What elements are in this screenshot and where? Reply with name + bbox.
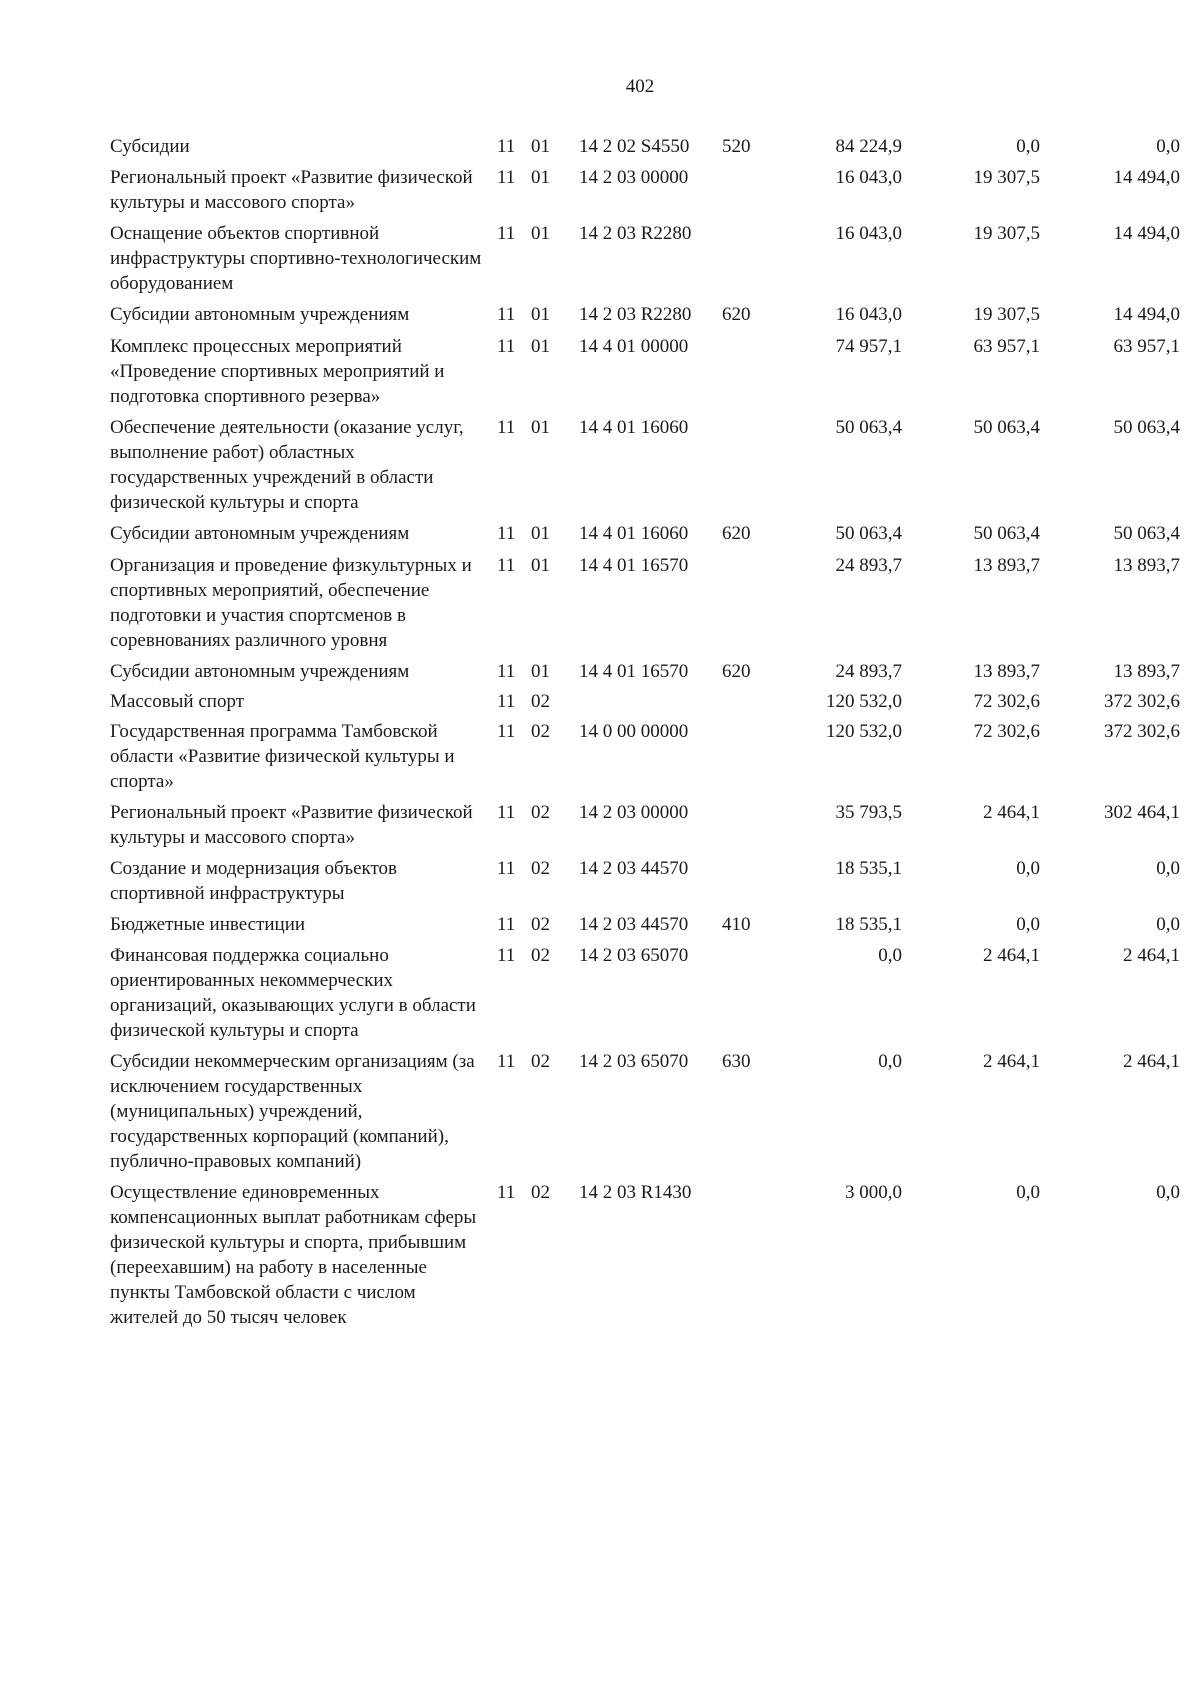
amount-year-2: 0,0: [1016, 1182, 1040, 1203]
row-name: Региональный проект «Развитие физической культуры и массового спорта»: [110, 167, 473, 213]
section-code: 11: [497, 336, 516, 357]
row-name: Комплекс процессных мероприятий «Проведение спортивных мероприятий и подготовка спортивного резерва»: [110, 336, 445, 407]
amount-year-3: 50 063,4: [1113, 523, 1180, 544]
amount-year-1: 18 535,1: [835, 914, 902, 935]
amount-year-3: 372 302,6: [1104, 721, 1180, 742]
amount-year-3: 302 464,1: [1104, 802, 1180, 823]
target-article-code: 14 4 01 16570: [579, 555, 689, 576]
table-row: [0, 912, 1200, 937]
section-code: 11: [497, 167, 516, 188]
subsection-code: 01: [531, 661, 550, 682]
amount-year-2: 63 957,1: [973, 336, 1040, 357]
amount-year-2: 13 893,7: [973, 661, 1040, 682]
subsection-code: 02: [531, 945, 550, 966]
table-row: [0, 415, 1200, 515]
row-name: Региональный проект «Развитие физической культуры и массового спорта»: [110, 802, 473, 848]
target-article-code: 14 2 03 R2280: [579, 304, 692, 325]
amount-year-3: 0,0: [1156, 136, 1180, 157]
row-name: Обеспечение деятельности (оказание услуг, выполнение работ) областных государственных учреждений в области физической культуры и спорта: [110, 417, 464, 513]
table-row: [0, 521, 1200, 546]
table-row: [0, 659, 1200, 684]
subsection-code: 01: [531, 523, 550, 544]
section-code: 11: [497, 136, 516, 157]
amount-year-2: 0,0: [1016, 136, 1040, 157]
row-name: Массовый спорт: [110, 691, 245, 712]
amount-year-3: 63 957,1: [1113, 336, 1180, 357]
amount-year-3: 14 494,0: [1113, 223, 1180, 244]
amount-year-1: 24 893,7: [835, 661, 902, 682]
target-article-code: 14 4 01 00000: [579, 336, 689, 357]
table-row: [0, 221, 1200, 296]
row-name: Осуществление единовременных компенсационных выплат работникам сферы физической культуры и спорта, прибывшим (переехавшим) на работу в населенные пункты Тамбовской области с числом жителей до 50 тысяч человек: [110, 1182, 477, 1328]
row-name: Бюджетные инвестиции: [110, 914, 306, 935]
expense-type-code: 630: [722, 1051, 751, 1072]
subsection-code: 01: [531, 336, 550, 357]
subsection-code: 01: [531, 555, 550, 576]
target-article-code: 14 2 03 65070: [579, 945, 689, 966]
amount-year-1: 24 893,7: [835, 555, 902, 576]
table-row: [0, 302, 1200, 327]
amount-year-3: 0,0: [1156, 1182, 1180, 1203]
subsection-code: 01: [531, 304, 550, 325]
subsection-code: 01: [531, 167, 550, 188]
amount-year-1: 74 957,1: [835, 336, 902, 357]
section-code: 11: [497, 304, 516, 325]
amount-year-1: 50 063,4: [835, 523, 902, 544]
target-article-code: 14 2 03 44570: [579, 914, 689, 935]
table-row: [0, 134, 1200, 159]
budget-table: [0, 134, 1200, 1336]
target-article-code: 14 2 02 S4550: [579, 136, 690, 157]
row-name: Субсидии: [110, 136, 190, 157]
amount-year-3: 14 494,0: [1113, 167, 1180, 188]
subsection-code: 02: [531, 858, 550, 879]
subsection-code: 01: [531, 136, 550, 157]
amount-year-1: 18 535,1: [835, 858, 902, 879]
table-row: [0, 689, 1200, 714]
amount-year-2: 13 893,7: [973, 555, 1040, 576]
expense-type-code: 520: [722, 136, 751, 157]
target-article-code: 14 2 03 65070: [579, 1051, 689, 1072]
amount-year-3: 0,0: [1156, 858, 1180, 879]
amount-year-1: 84 224,9: [835, 136, 902, 157]
amount-year-2: 19 307,5: [973, 167, 1040, 188]
row-name: Финансовая поддержка социально ориентированных некоммерческих организаций, оказывающих услуги в области физической культуры и спорта: [110, 945, 476, 1041]
section-code: 11: [497, 691, 516, 712]
section-code: 11: [497, 223, 516, 244]
row-name: Создание и модернизация объектов спортивной инфраструктуры: [110, 858, 398, 904]
amount-year-2: 50 063,4: [973, 523, 1040, 544]
section-code: 11: [497, 417, 516, 438]
amount-year-2: 19 307,5: [973, 304, 1040, 325]
amount-year-1: 0,0: [878, 1051, 902, 1072]
table-row: [0, 1180, 1200, 1330]
amount-year-2: 50 063,4: [973, 417, 1040, 438]
amount-year-3: 13 893,7: [1113, 555, 1180, 576]
row-name: Оснащение объектов спортивной инфраструктуры спортивно-технологическим оборудованием: [110, 223, 482, 294]
amount-year-1: 16 043,0: [835, 223, 902, 244]
target-article-code: 14 2 03 R1430: [579, 1182, 692, 1203]
target-article-code: 14 4 01 16570: [579, 661, 689, 682]
amount-year-3: 13 893,7: [1113, 661, 1180, 682]
table-row: [0, 800, 1200, 850]
section-code: 11: [497, 914, 516, 935]
target-article-code: 14 0 00 00000: [579, 721, 689, 742]
amount-year-3: 372 302,6: [1104, 691, 1180, 712]
target-article-code: 14 4 01 16060: [579, 523, 689, 544]
page-number: 402: [625, 76, 655, 97]
target-article-code: 14 2 03 00000: [579, 167, 689, 188]
subsection-code: 01: [531, 223, 550, 244]
amount-year-1: 0,0: [878, 945, 902, 966]
amount-year-2: 2 464,1: [983, 1051, 1040, 1072]
target-article-code: 14 4 01 16060: [579, 417, 689, 438]
amount-year-1: 3 000,0: [845, 1182, 902, 1203]
subsection-code: 01: [531, 417, 550, 438]
amount-year-2: 72 302,6: [973, 721, 1040, 742]
amount-year-3: 2 464,1: [1123, 945, 1180, 966]
expense-type-code: 620: [722, 661, 751, 682]
section-code: 11: [497, 555, 516, 576]
section-code: 11: [497, 802, 516, 823]
amount-year-1: 35 793,5: [835, 802, 902, 823]
row-name: Субсидии некоммерческим организациям (за исключением государственных (муниципальных) учреждений, государственных корпораций (компаний), публично-правовых компаний): [110, 1051, 475, 1172]
amount-year-1: 120 532,0: [826, 721, 902, 742]
table-row: [0, 165, 1200, 215]
expense-type-code: 620: [722, 523, 751, 544]
amount-year-1: 16 043,0: [835, 304, 902, 325]
amount-year-2: 0,0: [1016, 858, 1040, 879]
subsection-code: 02: [531, 1182, 550, 1203]
section-code: 11: [497, 1182, 516, 1203]
amount-year-3: 2 464,1: [1123, 1051, 1180, 1072]
amount-year-2: 2 464,1: [983, 802, 1040, 823]
subsection-code: 02: [531, 802, 550, 823]
subsection-code: 02: [531, 1051, 550, 1072]
expense-type-code: 620: [722, 304, 751, 325]
table-row: [0, 1049, 1200, 1174]
table-row: [0, 943, 1200, 1043]
row-name: Субсидии автономным учреждениям: [110, 661, 410, 682]
target-article-code: 14 2 03 00000: [579, 802, 689, 823]
amount-year-1: 120 532,0: [826, 691, 902, 712]
table-row: [0, 334, 1200, 409]
amount-year-2: 0,0: [1016, 914, 1040, 935]
row-name: Субсидии автономным учреждениям: [110, 523, 410, 544]
target-article-code: 14 2 03 44570: [579, 858, 689, 879]
row-name: Государственная программа Тамбовской области «Развитие физической культуры и спорта»: [110, 721, 455, 792]
expense-type-code: 410: [722, 914, 751, 935]
amount-year-1: 16 043,0: [835, 167, 902, 188]
subsection-code: 02: [531, 721, 550, 742]
amount-year-2: 2 464,1: [983, 945, 1040, 966]
amount-year-2: 72 302,6: [973, 691, 1040, 712]
section-code: 11: [497, 523, 516, 544]
section-code: 11: [497, 945, 516, 966]
amount-year-2: 19 307,5: [973, 223, 1040, 244]
section-code: 11: [497, 1051, 516, 1072]
amount-year-3: 50 063,4: [1113, 417, 1180, 438]
amount-year-3: 0,0: [1156, 914, 1180, 935]
amount-year-3: 14 494,0: [1113, 304, 1180, 325]
amount-year-1: 50 063,4: [835, 417, 902, 438]
row-name: Субсидии автономным учреждениям: [110, 304, 410, 325]
table-row: [0, 719, 1200, 794]
target-article-code: 14 2 03 R2280: [579, 223, 692, 244]
table-row: [0, 856, 1200, 906]
section-code: 11: [497, 661, 516, 682]
section-code: 11: [497, 721, 516, 742]
subsection-code: 02: [531, 691, 550, 712]
subsection-code: 02: [531, 914, 550, 935]
table-row: [0, 553, 1200, 653]
row-name: Организация и проведение физкультурных и спортивных мероприятий, обеспечение подготовки и участия спортсменов в соревнованиях различного уровня: [110, 555, 472, 651]
section-code: 11: [497, 858, 516, 879]
